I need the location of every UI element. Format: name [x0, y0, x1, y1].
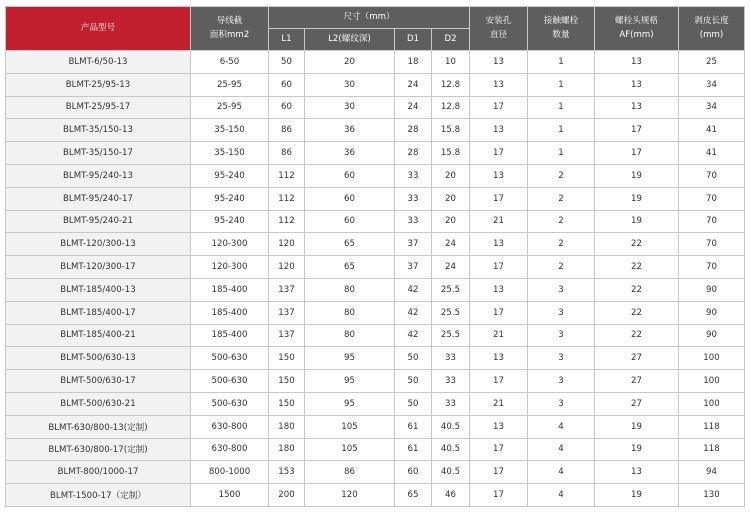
cell-d2: 33 — [432, 392, 470, 415]
cell-d2: 40.5 — [432, 461, 470, 484]
spec-table-body — [6, 51, 745, 507]
header-bolts-line1: 接触螺栓 — [543, 16, 579, 27]
table-row — [6, 484, 745, 507]
cell-model: BLMT-95/240-17 — [6, 187, 191, 210]
cell-af: 22 — [595, 278, 679, 301]
cell-d2: 25.5 — [432, 278, 470, 301]
cell-bolts: 2 — [528, 164, 595, 187]
cell-section: 25-95 — [191, 96, 269, 119]
cell-hole: 17 — [470, 484, 528, 507]
table-row — [6, 164, 745, 187]
cell-section: 500-630 — [191, 392, 269, 415]
cell-section: 185-400 — [191, 301, 269, 324]
cell-d2: 40.5 — [432, 415, 470, 438]
table-row — [6, 301, 745, 324]
cell-section: 800-1000 — [191, 461, 269, 484]
cell-l1: 86 — [269, 119, 305, 142]
cell-strip: 90 — [679, 301, 745, 324]
cell-d2: 33 — [432, 370, 470, 393]
cell-af: 22 — [595, 233, 679, 256]
cell-hole: 13 — [470, 73, 528, 96]
cell-d1: 33 — [395, 187, 432, 210]
cell-d1: 28 — [395, 119, 432, 142]
cell-l2: 65 — [305, 233, 395, 256]
cell-hole: 13 — [470, 415, 528, 438]
cell-l1: 137 — [269, 301, 305, 324]
cell-section: 630-800 — [191, 438, 269, 461]
cell-section: 6-50 — [191, 51, 269, 74]
cell-bolts: 4 — [528, 484, 595, 507]
cell-strip: 70 — [679, 164, 745, 187]
cell-af: 19 — [595, 187, 679, 210]
cell-section: 185-400 — [191, 278, 269, 301]
header-af — [595, 7, 679, 51]
cell-hole: 17 — [470, 142, 528, 165]
cell-d2: 25.5 — [432, 301, 470, 324]
cell-strip: 70 — [679, 210, 745, 233]
cell-af: 19 — [595, 164, 679, 187]
cell-strip: 70 — [679, 233, 745, 256]
table-row — [6, 278, 745, 301]
cell-strip: 34 — [679, 73, 745, 96]
cell-model: BLMT-120/300-13 — [6, 233, 191, 256]
cell-l2: 30 — [305, 73, 395, 96]
cell-model: BLMT-1500-17（定制） — [6, 484, 191, 507]
cell-model: BLMT-185/400-21 — [6, 324, 191, 347]
header-dimensions: 尺寸（mm） — [269, 7, 470, 29]
cell-bolts: 1 — [528, 142, 595, 165]
spec-table-container — [5, 6, 745, 507]
cell-section: 35-150 — [191, 119, 269, 142]
cell-bolts: 1 — [528, 96, 595, 119]
cell-section: 95-240 — [191, 187, 269, 210]
cell-l1: 150 — [269, 370, 305, 393]
cell-d1: 37 — [395, 233, 432, 256]
table-row — [6, 256, 745, 279]
cell-bolts: 3 — [528, 370, 595, 393]
cell-l2: 105 — [305, 438, 395, 461]
cell-d1: 42 — [395, 324, 432, 347]
table-row — [6, 142, 745, 165]
table-row — [6, 210, 745, 233]
cell-af: 27 — [595, 347, 679, 370]
header-strip — [679, 7, 745, 51]
cell-af: 19 — [595, 484, 679, 507]
cell-af: 27 — [595, 370, 679, 393]
cell-d2: 20 — [432, 210, 470, 233]
cell-d2: 15.8 — [432, 119, 470, 142]
cell-strip: 90 — [679, 278, 745, 301]
table-row — [6, 119, 745, 142]
header-hole — [470, 7, 528, 51]
header-bolts — [528, 7, 595, 51]
cell-hole: 17 — [470, 301, 528, 324]
cell-model: BLMT-35/150-13 — [6, 119, 191, 142]
cell-l2: 120 — [305, 484, 395, 507]
cell-bolts: 3 — [528, 347, 595, 370]
cell-model: BLMT-630/800-13(定制) — [6, 415, 191, 438]
header-d2: D2 — [432, 29, 470, 51]
cell-bolts: 3 — [528, 324, 595, 347]
cell-bolts: 4 — [528, 461, 595, 484]
cell-l1: 112 — [269, 210, 305, 233]
cell-af: 19 — [595, 415, 679, 438]
cell-section: 185-400 — [191, 324, 269, 347]
cell-hole: 17 — [470, 461, 528, 484]
cell-hole: 17 — [470, 187, 528, 210]
cell-d2: 10 — [432, 51, 470, 74]
cell-l2: 36 — [305, 142, 395, 165]
table-row — [6, 392, 745, 415]
cell-strip: 100 — [679, 347, 745, 370]
cell-bolts: 1 — [528, 51, 595, 74]
cell-af: 13 — [595, 96, 679, 119]
table-row — [6, 347, 745, 370]
cell-l1: 180 — [269, 415, 305, 438]
cell-l2: 30 — [305, 96, 395, 119]
cell-af: 19 — [595, 210, 679, 233]
cell-l1: 120 — [269, 256, 305, 279]
cell-strip: 100 — [679, 392, 745, 415]
table-row — [6, 187, 745, 210]
cell-l2: 80 — [305, 301, 395, 324]
cell-d1: 33 — [395, 210, 432, 233]
header-hole-line1: 安装孔 — [485, 16, 512, 27]
cell-d1: 61 — [395, 438, 432, 461]
cell-af: 13 — [595, 51, 679, 74]
cell-l1: 60 — [269, 96, 305, 119]
cell-d2: 12.8 — [432, 73, 470, 96]
cell-d1: 50 — [395, 370, 432, 393]
cell-strip: 25 — [679, 51, 745, 74]
cell-af: 22 — [595, 256, 679, 279]
header-l1: L1 — [269, 29, 305, 51]
header-strip-line2: (mm) — [699, 29, 724, 40]
cell-hole: 13 — [470, 347, 528, 370]
cell-model: BLMT-95/240-13 — [6, 164, 191, 187]
cell-model: BLMT-6/50-13 — [6, 51, 191, 74]
cell-strip: 118 — [679, 438, 745, 461]
cell-model: BLMT-500/630-13 — [6, 347, 191, 370]
cell-section: 95-240 — [191, 164, 269, 187]
cell-l2: 95 — [305, 347, 395, 370]
cell-model: BLMT-630/800-17(定制) — [6, 438, 191, 461]
table-row — [6, 438, 745, 461]
header-af-line2: AF(mm) — [619, 29, 654, 40]
cell-d2: 24 — [432, 233, 470, 256]
cell-hole: 13 — [470, 278, 528, 301]
cell-bolts: 2 — [528, 233, 595, 256]
cell-section: 120-300 — [191, 233, 269, 256]
cell-af: 27 — [595, 392, 679, 415]
cell-bolts: 3 — [528, 301, 595, 324]
cell-section: 630-800 — [191, 415, 269, 438]
header-section-line1: 导线截 — [216, 16, 243, 27]
cell-af: 19 — [595, 438, 679, 461]
cell-strip: 41 — [679, 142, 745, 165]
table-row — [6, 415, 745, 438]
cell-section: 500-630 — [191, 370, 269, 393]
header-row-1 — [6, 7, 745, 29]
header-d1: D1 — [395, 29, 432, 51]
cell-bolts: 4 — [528, 438, 595, 461]
cell-strip: 118 — [679, 415, 745, 438]
cell-d2: 25.5 — [432, 324, 470, 347]
cell-model: BLMT-25/95-13 — [6, 73, 191, 96]
cell-model: BLMT-35/150-17 — [6, 142, 191, 165]
cell-l1: 112 — [269, 187, 305, 210]
cell-d1: 42 — [395, 301, 432, 324]
cell-l1: 200 — [269, 484, 305, 507]
header-hole-line2: 直径 — [489, 29, 508, 40]
cell-model: BLMT-95/240-21 — [6, 210, 191, 233]
cell-l2: 60 — [305, 210, 395, 233]
cell-section: 120-300 — [191, 256, 269, 279]
cell-d2: 20 — [432, 164, 470, 187]
cell-d1: 24 — [395, 73, 432, 96]
cell-model: BLMT-185/400-17 — [6, 301, 191, 324]
header-af-line1: 螺栓头规格 — [615, 16, 658, 27]
cell-strip: 41 — [679, 119, 745, 142]
cell-l2: 105 — [305, 415, 395, 438]
cell-strip: 100 — [679, 370, 745, 393]
cell-l2: 80 — [305, 278, 395, 301]
table-row — [6, 73, 745, 96]
cell-d2: 15.8 — [432, 142, 470, 165]
cell-bolts: 2 — [528, 210, 595, 233]
cell-hole: 21 — [470, 392, 528, 415]
cell-l2: 80 — [305, 324, 395, 347]
cell-d1: 65 — [395, 484, 432, 507]
header-model: 产品型号 — [6, 7, 191, 51]
spec-table — [5, 6, 745, 507]
cell-model: BLMT-120/300-17 — [6, 256, 191, 279]
cell-l2: 60 — [305, 164, 395, 187]
cell-hole: 13 — [470, 233, 528, 256]
cell-section: 500-630 — [191, 347, 269, 370]
table-row — [6, 461, 745, 484]
cell-af: 13 — [595, 461, 679, 484]
cell-bolts: 4 — [528, 415, 595, 438]
cell-bolts: 3 — [528, 278, 595, 301]
cell-strip: 130 — [679, 484, 745, 507]
cell-d1: 61 — [395, 415, 432, 438]
cell-bolts: 2 — [528, 256, 595, 279]
cell-l2: 20 — [305, 51, 395, 74]
cell-l2: 86 — [305, 461, 395, 484]
cell-l1: 150 — [269, 347, 305, 370]
cell-d2: 12.8 — [432, 96, 470, 119]
cell-l1: 137 — [269, 278, 305, 301]
cell-hole: 13 — [470, 119, 528, 142]
header-section-line2: 面积mm2 — [209, 29, 250, 40]
cell-d1: 50 — [395, 347, 432, 370]
cell-strip: 94 — [679, 461, 745, 484]
cell-hole: 21 — [470, 324, 528, 347]
cell-d1: 60 — [395, 461, 432, 484]
cell-hole: 17 — [470, 256, 528, 279]
cell-strip: 90 — [679, 324, 745, 347]
cell-bolts: 2 — [528, 187, 595, 210]
cell-l1: 137 — [269, 324, 305, 347]
cell-af: 22 — [595, 301, 679, 324]
cell-bolts: 3 — [528, 392, 595, 415]
table-row — [6, 96, 745, 119]
cell-d2: 33 — [432, 347, 470, 370]
cell-l1: 50 — [269, 51, 305, 74]
cell-d2: 46 — [432, 484, 470, 507]
cell-af: 13 — [595, 73, 679, 96]
cell-bolts: 1 — [528, 119, 595, 142]
cell-hole: 17 — [470, 96, 528, 119]
cell-section: 25-95 — [191, 73, 269, 96]
cell-model: BLMT-500/630-21 — [6, 392, 191, 415]
cell-d1: 50 — [395, 392, 432, 415]
cell-d2: 40.5 — [432, 438, 470, 461]
table-row — [6, 233, 745, 256]
table-row — [6, 51, 745, 74]
cell-d1: 18 — [395, 51, 432, 74]
cell-section: 1500 — [191, 484, 269, 507]
cell-model: BLMT-185/400-13 — [6, 278, 191, 301]
cell-l2: 36 — [305, 119, 395, 142]
cell-model: BLMT-500/630-17 — [6, 370, 191, 393]
cell-section: 95-240 — [191, 210, 269, 233]
cell-l2: 95 — [305, 392, 395, 415]
cell-l1: 120 — [269, 233, 305, 256]
cell-d2: 24 — [432, 256, 470, 279]
cell-d2: 20 — [432, 187, 470, 210]
cell-af: 22 — [595, 324, 679, 347]
cell-l1: 86 — [269, 142, 305, 165]
cell-hole: 17 — [470, 438, 528, 461]
cell-hole: 17 — [470, 370, 528, 393]
cell-af: 17 — [595, 142, 679, 165]
table-row — [6, 324, 745, 347]
cell-l1: 112 — [269, 164, 305, 187]
table-row — [6, 370, 745, 393]
header-l2: L2(螺纹深) — [305, 29, 395, 51]
cell-l1: 60 — [269, 73, 305, 96]
cell-l2: 65 — [305, 256, 395, 279]
cell-hole: 13 — [470, 164, 528, 187]
header-strip-line1: 剥皮长度 — [694, 16, 729, 27]
cell-d1: 42 — [395, 278, 432, 301]
cell-bolts: 1 — [528, 73, 595, 96]
cell-model: BLMT-800/1000-17 — [6, 461, 191, 484]
cell-strip: 34 — [679, 96, 745, 119]
cell-d1: 24 — [395, 96, 432, 119]
cell-af: 17 — [595, 119, 679, 142]
cell-hole: 21 — [470, 210, 528, 233]
cell-d1: 37 — [395, 256, 432, 279]
cell-hole: 13 — [470, 51, 528, 74]
cell-strip: 70 — [679, 256, 745, 279]
cell-l1: 150 — [269, 392, 305, 415]
cell-model: BLMT-25/95-17 — [6, 96, 191, 119]
cell-l2: 95 — [305, 370, 395, 393]
cell-d1: 28 — [395, 142, 432, 165]
cell-d1: 33 — [395, 164, 432, 187]
cell-l2: 60 — [305, 187, 395, 210]
cell-l1: 180 — [269, 438, 305, 461]
cell-l1: 153 — [269, 461, 305, 484]
header-bolts-line2: 数量 — [552, 29, 570, 40]
cell-strip: 70 — [679, 187, 745, 210]
cell-section: 35-150 — [191, 142, 269, 165]
header-section — [191, 7, 269, 51]
